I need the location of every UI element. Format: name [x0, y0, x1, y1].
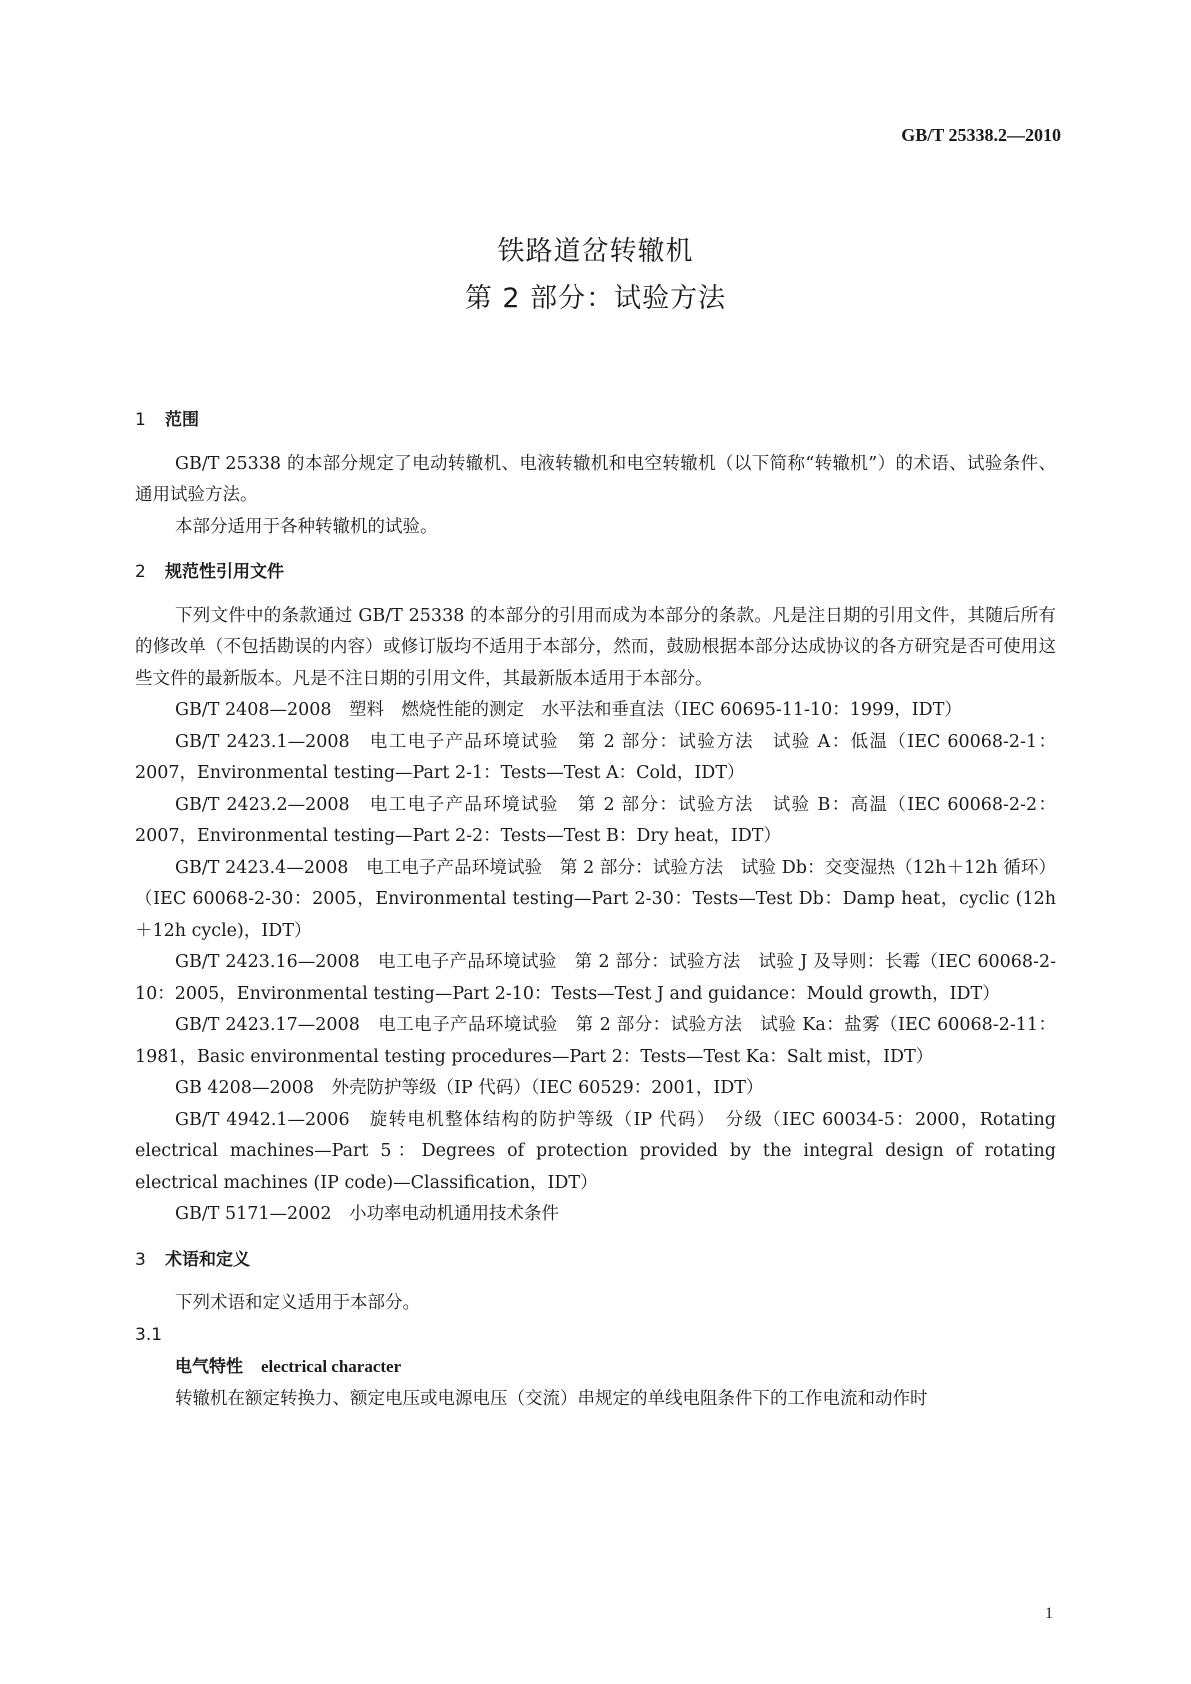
section-title: 规范性引用文件 — [165, 562, 284, 582]
title-line-1: 铁路道岔转辙机 — [497, 236, 694, 267]
term-english: electrical character — [261, 1357, 402, 1376]
reference-item: GB/T 2423.16—2008 电工电子产品环境试验 第 2 部分：试验方法 试验 J 及导则：长霉（IEC 60068-2-10：2005，Environmental testing—Part 2-10：Tests—Test J and guidance：Mould growth，IDT） — [135, 952, 1056, 1004]
section-number: 1 — [135, 410, 146, 430]
scope-paragraph-1: GB/T 25338 的本部分规定了电动转辙机、电液转辙机和电空转辙机（以下简称“转辙机”）的术语、试验条件、通用试验方法。 — [135, 453, 1056, 505]
term-entry — [175, 1351, 1056, 1384]
section-title: 术语和定义 — [165, 1249, 250, 1270]
reference-item: GB/T 5171—2002 小功率电动机通用技术条件 — [175, 1204, 560, 1224]
reference-item: GB 4208—2008 外壳防护等级（IP 代码）（IEC 60529：2001，IDT） — [175, 1078, 764, 1098]
document-body — [135, 405, 1056, 1415]
reference-item: GB/T 2423.1—2008 电工电子产品环境试验 第 2 部分：试验方法 试验 A：低温（IEC 60068-2-1：2007，Environmental testing—Part 2-1：Tests—Test A：Cold，IDT） — [135, 731, 1056, 783]
term-chinese: 电气特性 — [175, 1357, 243, 1377]
title-line-2: 第 2 部分：试验方法 — [464, 283, 727, 314]
section-title: 范围 — [165, 410, 199, 430]
references-intro: 下列文件中的条款通过 GB/T 25338 的本部分的引用而成为本部分的条款。凡是注日期的引用文件，其随后所有的修改单（不包括勘误的内容）或修订版均不适用于本部分，然而，鼓励根据本部分达成协议的各方研究是否可使用这些文件的最新版本。凡是不注日期的引用文件，其最新版本适用于本部分。 — [135, 605, 1056, 689]
reference-item: GB/T 2423.17—2008 电工电子产品环境试验 第 2 部分：试验方法 试验 Ka：盐雾（IEC 60068-2-11：1981，Basic environmental testing procedures—Part 2：Tests—Test Ka：Salt mist，IDT） — [135, 1015, 1056, 1067]
reference-item: GB/T 4942.1—2006 旋转电机整体结构的防护等级（IP 代码） 分级（IEC 60034-5：2000，Rotating electrical machines—Part 5：Degrees of protection provided by the integral design of rotating electrical machines (IP code)—Classification，IDT） — [135, 1109, 1056, 1193]
reference-item: GB/T 2408—2008 塑料 燃烧性能的测定 水平法和垂直法（IEC 60695-11-10：1999，IDT） — [175, 700, 962, 720]
section-1-heading — [135, 405, 1056, 437]
standard-code: GB/T 25338.2—2010 — [901, 125, 1061, 145]
reference-item: GB/T 2423.4—2008 电工电子产品环境试验 第 2 部分：试验方法 试验 Db：交变湿热（12h＋12h 循环）（IEC 60068-2-30：2005，Environmental testing—Part 2-30：Tests—Test Db：Damp heat，cyclic (12h＋12h cycle)，IDT） — [135, 857, 1056, 941]
section-number: 3 — [135, 1249, 146, 1270]
page-number: 1 — [1045, 1605, 1053, 1622]
section-number: 2 — [135, 562, 146, 582]
terms-intro: 下列术语和定义适用于本部分。 — [175, 1293, 420, 1313]
section-3-heading — [135, 1245, 1056, 1277]
document-title — [0, 228, 1191, 322]
section-2-heading — [135, 557, 1056, 589]
scope-paragraph-2: 本部分适用于各种转辙机的试验。 — [175, 516, 438, 537]
reference-item: GB/T 2423.2—2008 电工电子产品环境试验 第 2 部分：试验方法 试验 B：高温（IEC 60068-2-2：2007，Environmental testing—Part 2-2：Tests—Test B：Dry heat，IDT） — [135, 794, 1056, 846]
subsection-number: 3.1 — [135, 1324, 163, 1345]
term-definition: 转辙机在额定转换力、额定电压或电源电压（交流）串规定的单线电阻条件下的工作电流和动作时 — [175, 1388, 928, 1409]
